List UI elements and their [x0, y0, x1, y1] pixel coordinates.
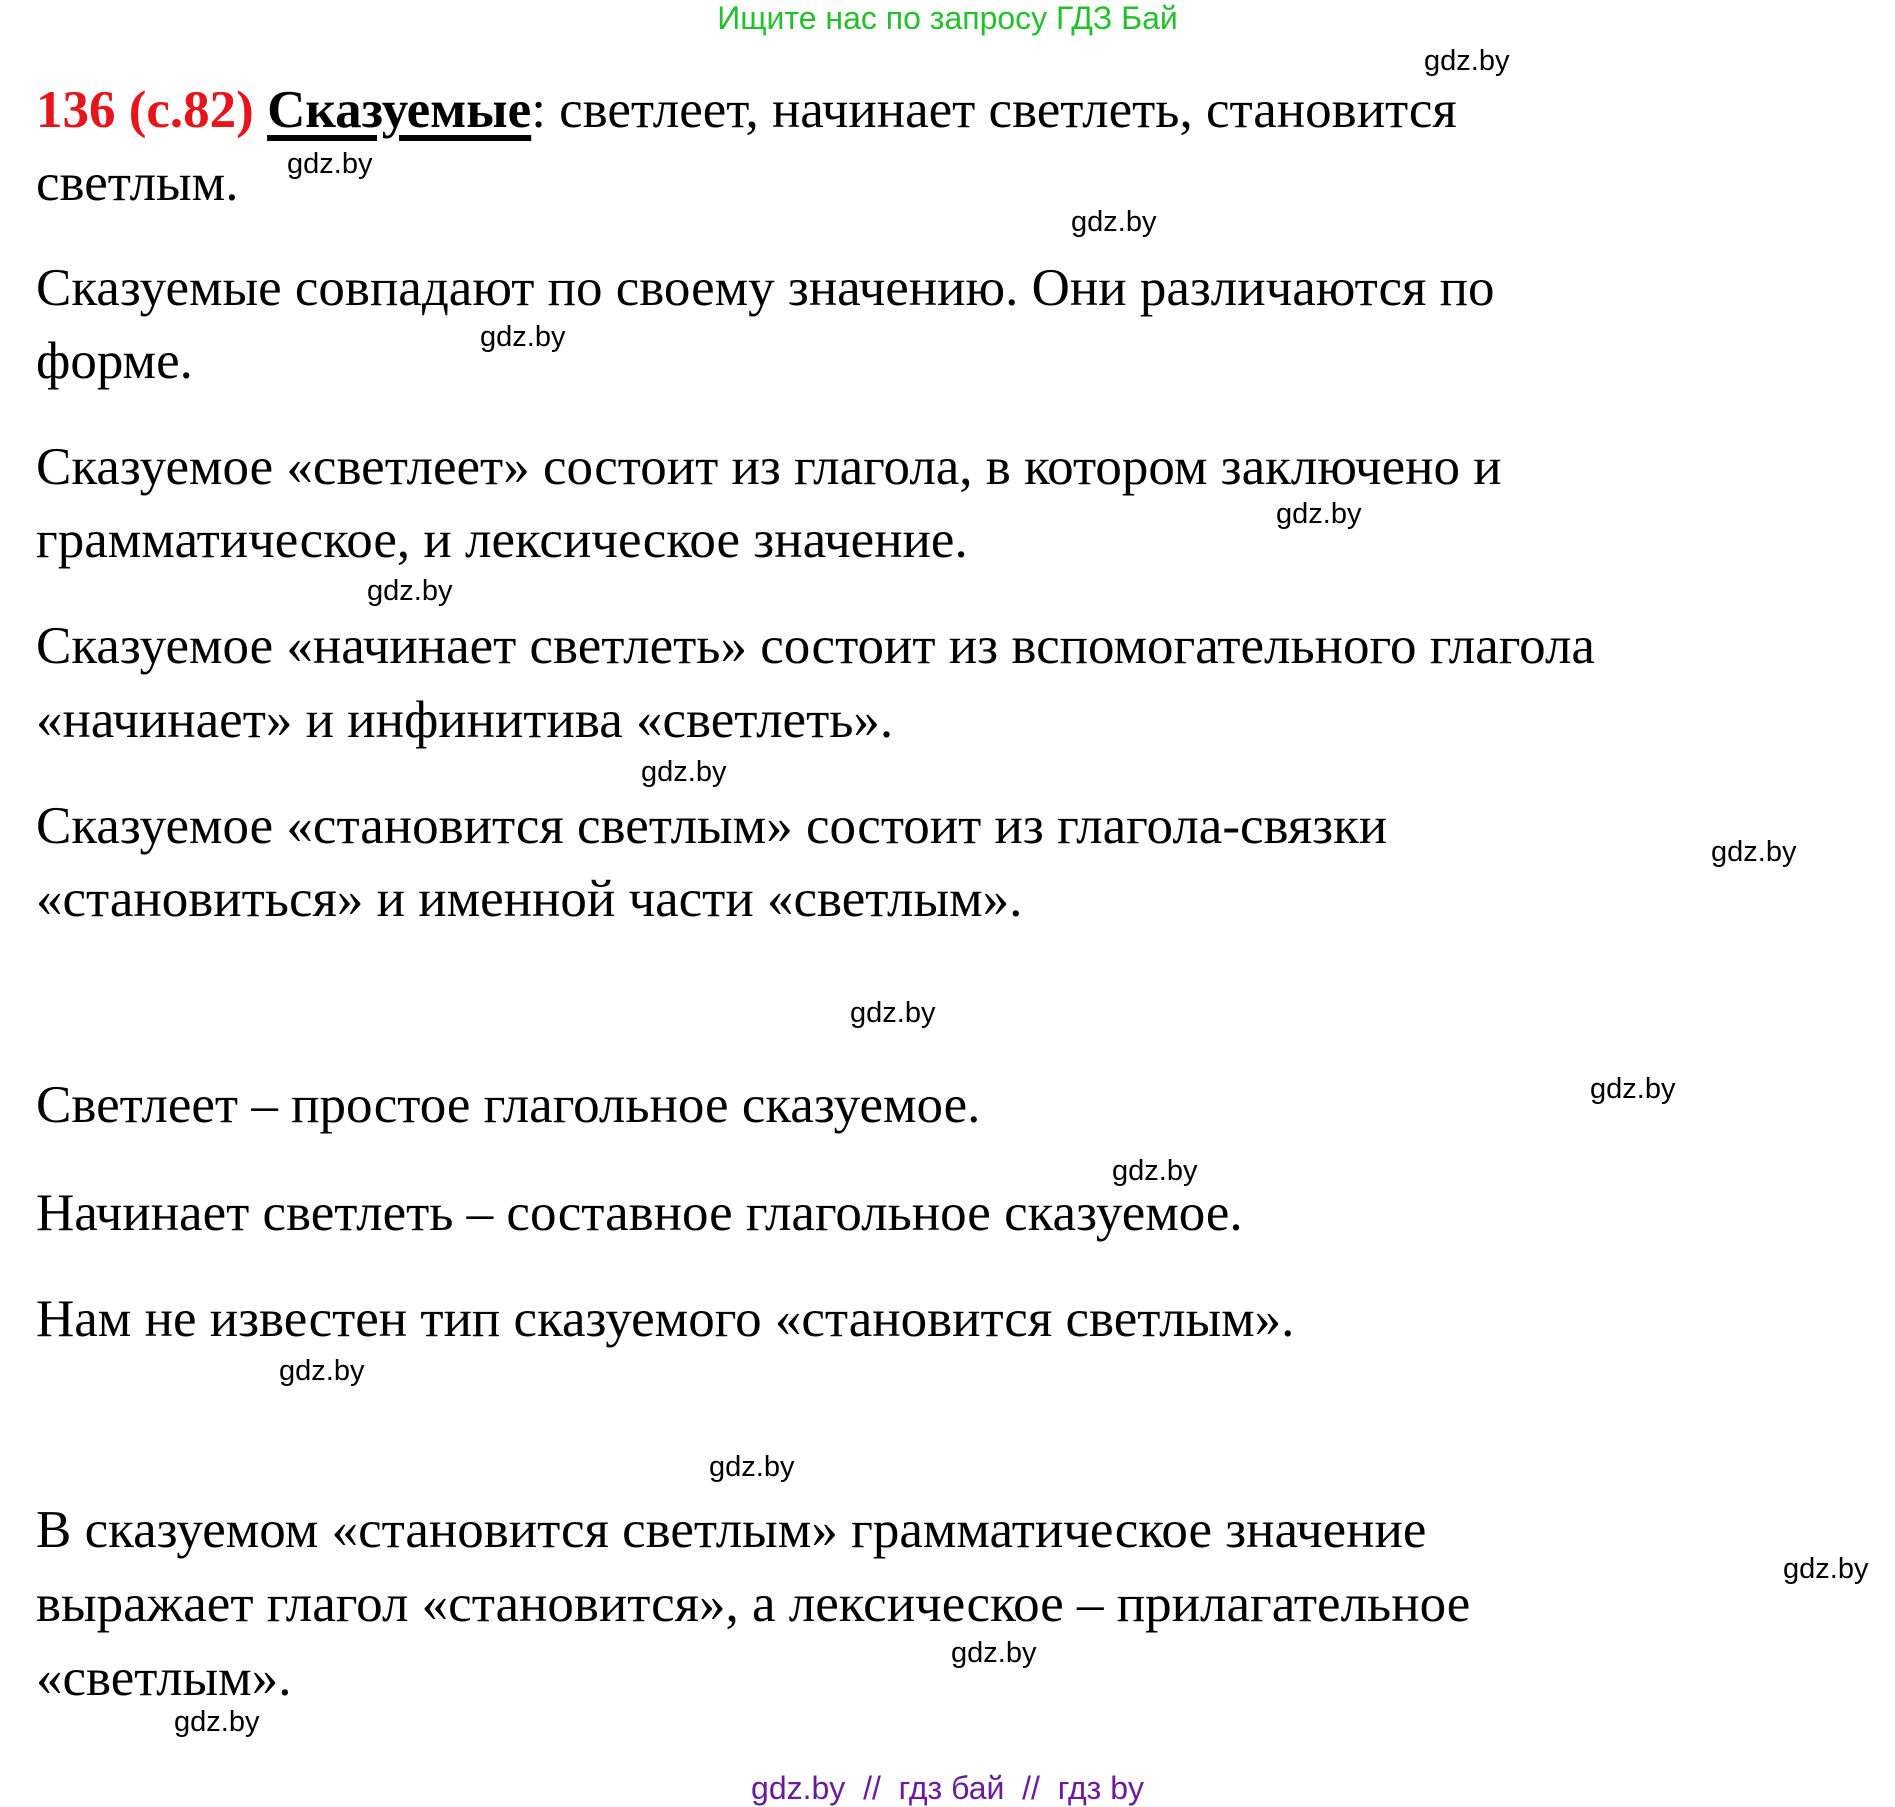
paragraph-line: Сказуемое «начинает светлеть» состоит из вспомогательного глагола [36, 617, 1595, 675]
paragraph-line: Нам не известен тип сказуемого «становится светлым». [36, 1290, 1295, 1348]
watermark: gdz.by [641, 756, 727, 788]
paragraph-line: Сказуемое «становится светлым» состоит из глагола-связки [36, 797, 1388, 855]
search-banner: Ищите нас по запросу ГДЗ Бай [717, 0, 1178, 36]
paragraph-line: Начинает светлеть – составное глагольное сказуемое. [36, 1184, 1243, 1242]
watermark: gdz.by [951, 1637, 1037, 1669]
paragraph-line: Сказуемые совпадают по своему значению. Они различаются по [36, 259, 1495, 317]
paragraph-line: выражает глагол «становится», а лексическое – прилагательное [36, 1575, 1471, 1633]
watermark: gdz.by [174, 1706, 260, 1738]
watermark: gdz.by [1783, 1553, 1869, 1585]
exercise-title: Сказуемые [267, 81, 532, 139]
watermark: gdz.by [1276, 498, 1362, 530]
paragraph-line: Сказуемое «светлеет» состоит из глагола, в котором заключено и [36, 438, 1502, 496]
paragraph-line: В сказуемом «становится светлым» грамматическое значение [36, 1501, 1427, 1559]
exercise-number: 136 (с.82) [36, 81, 254, 139]
exercise-answer-cont: светлым. [36, 154, 239, 212]
paragraph-line: «становиться» и именной части «светлым». [36, 870, 1023, 928]
paragraph-line: грамматическое, и лексическое значение. [36, 511, 968, 569]
watermark: gdz.by [480, 321, 566, 353]
watermark: gdz.by [279, 1355, 365, 1387]
watermark: gdz.by [367, 575, 453, 607]
paragraph-line: форме. [36, 332, 193, 390]
watermark: gdz.by [1424, 45, 1510, 77]
watermark: gdz.by [850, 997, 936, 1029]
watermark: gdz.by [1071, 206, 1157, 238]
paragraph-line: Светлеет – простое глагольное сказуемое. [36, 1076, 981, 1134]
watermark: gdz.by [1112, 1155, 1198, 1187]
paragraph-line: «начинает» и инфинитива «светлеть». [36, 691, 894, 749]
exercise-answer: : светлеет, начинает светлеть, становится [531, 81, 1457, 139]
watermark: gdz.by [1590, 1073, 1676, 1105]
watermark: gdz.by [287, 148, 373, 180]
paragraph-line: «светлым». [36, 1649, 292, 1707]
exercise-heading [36, 80, 1457, 140]
watermark: gdz.by [709, 1451, 795, 1483]
footer-links: gdz.by // гдз бай // гдз by [751, 1770, 1144, 1806]
watermark: gdz.by [1711, 836, 1797, 868]
